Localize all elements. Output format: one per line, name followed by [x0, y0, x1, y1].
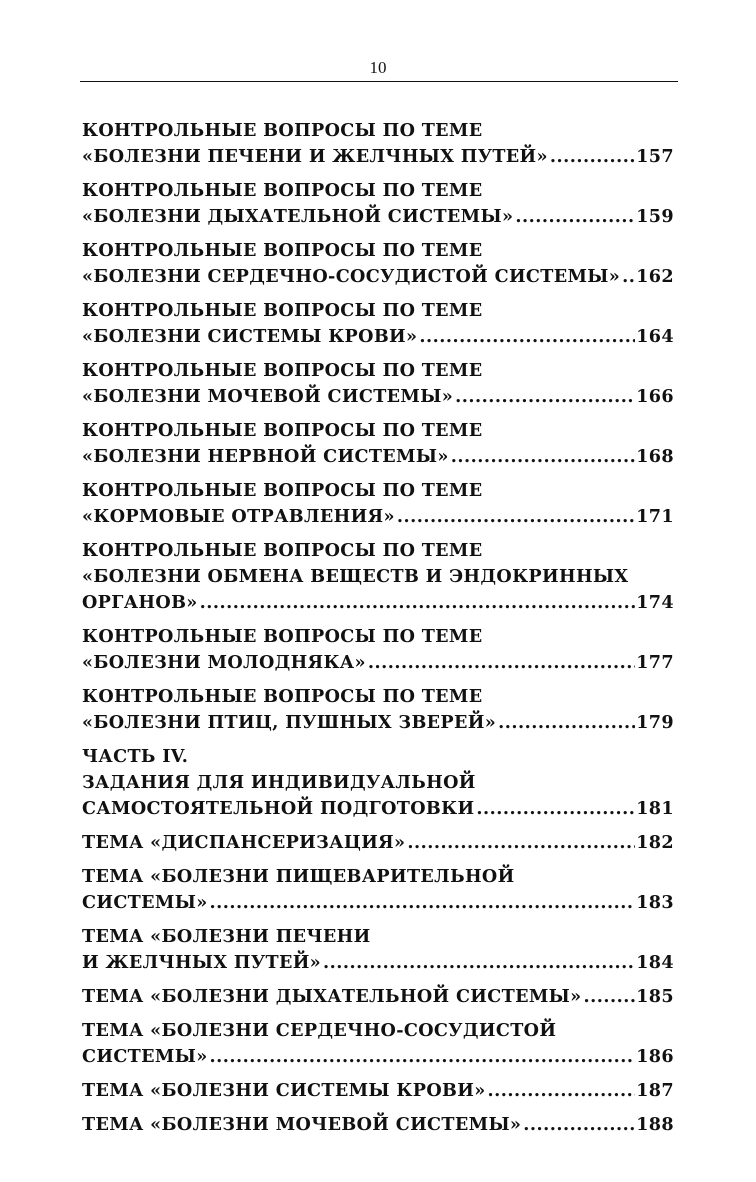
toc-entry-title-line: КОНТРОЛЬНЫЕ ВОПРОСЫ ПО ТЕМЕ	[82, 240, 483, 261]
toc-page-number: 164	[636, 326, 674, 347]
toc-entry-last-line	[82, 384, 674, 410]
toc-entry-last-line	[82, 324, 674, 350]
toc-entry	[82, 238, 674, 290]
toc-entry-last-line	[82, 204, 674, 230]
toc-entry-title-line: КОНТРОЛЬНЫЕ ВОПРОСЫ ПО ТЕМЕ	[82, 180, 483, 201]
toc-entry-last-line	[82, 890, 674, 916]
toc-entry-last-line	[82, 444, 674, 470]
toc-entry	[82, 298, 674, 350]
dot-leader	[498, 710, 635, 736]
dot-leader	[200, 590, 636, 616]
toc-entry-title-line: ТЕМА «БОЛЕЗНИ ПЕЧЕНИ	[82, 926, 371, 947]
toc-entry	[82, 178, 674, 230]
toc-entry-last-line	[82, 1078, 674, 1104]
toc-entry-title-line: «БОЛЕЗНИ МОЛОДНЯКА»	[82, 652, 366, 673]
toc-entry	[82, 744, 674, 822]
toc-entry	[82, 864, 674, 916]
toc-entry-title-line: КОНТРОЛЬНЫЕ ВОПРОСЫ ПО ТЕМЕ	[82, 420, 483, 441]
toc-entry-title-line: «КОРМОВЫЕ ОТРАВЛЕНИЯ»	[82, 506, 395, 527]
toc-entry-title-line: ТЕМА «БОЛЕЗНИ СИСТЕМЫ КРОВИ»	[82, 1080, 486, 1101]
toc-entry-title-line: СИСТЕМЫ»	[82, 1046, 208, 1067]
dot-leader	[210, 890, 636, 916]
toc-entry-title-line: СИСТЕМЫ»	[82, 892, 208, 913]
toc-entry-title-line: «БОЛЕЗНИ ПТИЦ, ПУШНЫХ ЗВЕРЕЙ»	[82, 712, 497, 733]
toc-entry	[82, 984, 674, 1010]
toc-entry-last-line	[82, 590, 674, 616]
toc-entry	[82, 684, 674, 736]
dot-leader	[515, 204, 635, 230]
dot-leader	[488, 1078, 636, 1104]
toc-entry-title-line: «БОЛЕЗНИ СЕРДЕЧНО-СОСУДИСТОЙ СИСТЕМЫ»	[82, 266, 621, 287]
toc-page-number: 166	[636, 386, 674, 407]
dot-leader	[419, 324, 635, 350]
dot-leader	[368, 650, 635, 676]
toc-page-number: 186	[636, 1046, 674, 1067]
toc-entry-title-line: КОНТРОЛЬНЫЕ ВОПРОСЫ ПО ТЕМЕ	[82, 686, 483, 707]
toc-entry-last-line	[82, 710, 674, 736]
toc-entry-title-line: КОНТРОЛЬНЫЕ ВОПРОСЫ ПО ТЕМЕ	[82, 300, 483, 321]
dot-leader	[323, 950, 635, 976]
dot-leader	[407, 830, 635, 856]
toc-entry	[82, 358, 674, 410]
toc-entry-title-line: КОНТРОЛЬНЫЕ ВОПРОСЫ ПО ТЕМЕ	[82, 480, 483, 501]
toc-entry-title-line: ТЕМА «ДИСПАНСЕРИЗАЦИЯ»	[82, 832, 406, 853]
dot-leader	[451, 444, 636, 470]
toc-entry-title-line: ТЕМА «БОЛЕЗНИ ПИЩЕВАРИТЕЛЬНОЙ	[82, 866, 515, 887]
toc-entry-title-line: «БОЛЕЗНИ ОБМЕНА ВЕЩЕСТВ И ЭНДОКРИННЫХ	[82, 566, 629, 587]
toc-entry-title-line: ЗАДАНИЯ ДЛЯ ИНДИВИДУАЛЬНОЙ	[82, 772, 476, 793]
toc-page-number: 184	[636, 952, 674, 973]
page-number: 10	[369, 58, 387, 77]
toc-entry	[82, 118, 674, 170]
toc-entry-title-line: ОРГАНОВ»	[82, 592, 198, 613]
toc-page-number: 187	[636, 1080, 674, 1101]
toc-entry	[82, 624, 674, 676]
toc-entry-title-line: «БОЛЕЗНИ ПЕЧЕНИ И ЖЕЛЧНЫХ ПУТЕЙ»	[82, 146, 548, 167]
toc-entry	[82, 418, 674, 470]
toc-page-number: 182	[636, 832, 674, 853]
header-rule	[80, 81, 678, 82]
dot-leader	[584, 984, 636, 1010]
dot-leader	[476, 796, 635, 822]
dot-leader	[397, 504, 635, 530]
toc-entry	[82, 478, 674, 530]
toc-entry	[82, 1112, 674, 1138]
toc-page-number: 179	[636, 712, 674, 733]
toc-entry-last-line	[82, 950, 674, 976]
toc-entry-title-line: «БОЛЕЗНИ ДЫХАТЕЛЬНОЙ СИСТЕМЫ»	[82, 206, 514, 227]
toc-entry-title-line: ЧАСТЬ IV.	[82, 746, 189, 767]
toc-entry	[82, 538, 674, 616]
toc-entry-title-line: ТЕМА «БОЛЕЗНИ МОЧЕВОЙ СИСТЕМЫ»	[82, 1114, 522, 1135]
toc-page-number: 181	[636, 798, 674, 819]
toc-entry-title-line: ТЕМА «БОЛЕЗНИ СЕРДЕЧНО-СОСУДИСТОЙ	[82, 1020, 557, 1041]
toc-page-number: 171	[636, 506, 674, 527]
toc-page-number: 157	[636, 146, 674, 167]
toc-entry-title-line: САМОСТОЯТЕЛЬНОЙ ПОДГОТОВКИ	[82, 798, 475, 819]
table-of-contents	[82, 118, 674, 1146]
dot-leader	[523, 1112, 635, 1138]
toc-entry-last-line	[82, 830, 674, 856]
toc-entry	[82, 924, 674, 976]
toc-entry	[82, 830, 674, 856]
toc-entry-last-line	[82, 264, 674, 290]
toc-page-number: 168	[636, 446, 674, 467]
toc-entry-title-line: «БОЛЕЗНИ МОЧЕВОЙ СИСТЕМЫ»	[82, 386, 454, 407]
toc-entry-title-line: ТЕМА «БОЛЕЗНИ ДЫХАТЕЛЬНОЙ СИСТЕМЫ»	[82, 986, 582, 1007]
toc-entry-title-line: КОНТРОЛЬНЫЕ ВОПРОСЫ ПО ТЕМЕ	[82, 540, 483, 561]
toc-entry-last-line	[82, 1112, 674, 1138]
toc-page-number: 188	[636, 1114, 674, 1135]
dot-leader	[550, 144, 635, 170]
toc-entry-title-line: И ЖЕЛЧНЫХ ПУТЕЙ»	[82, 952, 322, 973]
toc-entry-title-line: КОНТРОЛЬНЫЕ ВОПРОСЫ ПО ТЕМЕ	[82, 360, 483, 381]
toc-entry-last-line	[82, 796, 674, 822]
toc-entry-last-line	[82, 1044, 674, 1070]
dot-leader	[210, 1044, 636, 1070]
toc-page-number: 174	[636, 592, 674, 613]
toc-entry-title-line: «БОЛЕЗНИ НЕРВНОЙ СИСТЕМЫ»	[82, 446, 449, 467]
toc-entry-title-line: «БОЛЕЗНИ СИСТЕМЫ КРОВИ»	[82, 326, 418, 347]
toc-page-number: 159	[636, 206, 674, 227]
toc-entry-title-line: КОНТРОЛЬНЫЕ ВОПРОСЫ ПО ТЕМЕ	[82, 626, 483, 647]
toc-entry	[82, 1018, 674, 1070]
toc-entry-last-line	[82, 504, 674, 530]
toc-entry	[82, 1078, 674, 1104]
toc-entry-last-line	[82, 984, 674, 1010]
toc-page-number: 185	[636, 986, 674, 1007]
toc-page-number: 183	[636, 892, 674, 913]
toc-page-number: 162	[636, 266, 674, 287]
toc-page-number: 177	[636, 652, 674, 673]
toc-entry-last-line	[82, 144, 674, 170]
dot-leader	[622, 264, 635, 290]
toc-entry-title-line: КОНТРОЛЬНЫЕ ВОПРОСЫ ПО ТЕМЕ	[82, 120, 483, 141]
toc-entry-last-line	[82, 650, 674, 676]
dot-leader	[455, 384, 635, 410]
